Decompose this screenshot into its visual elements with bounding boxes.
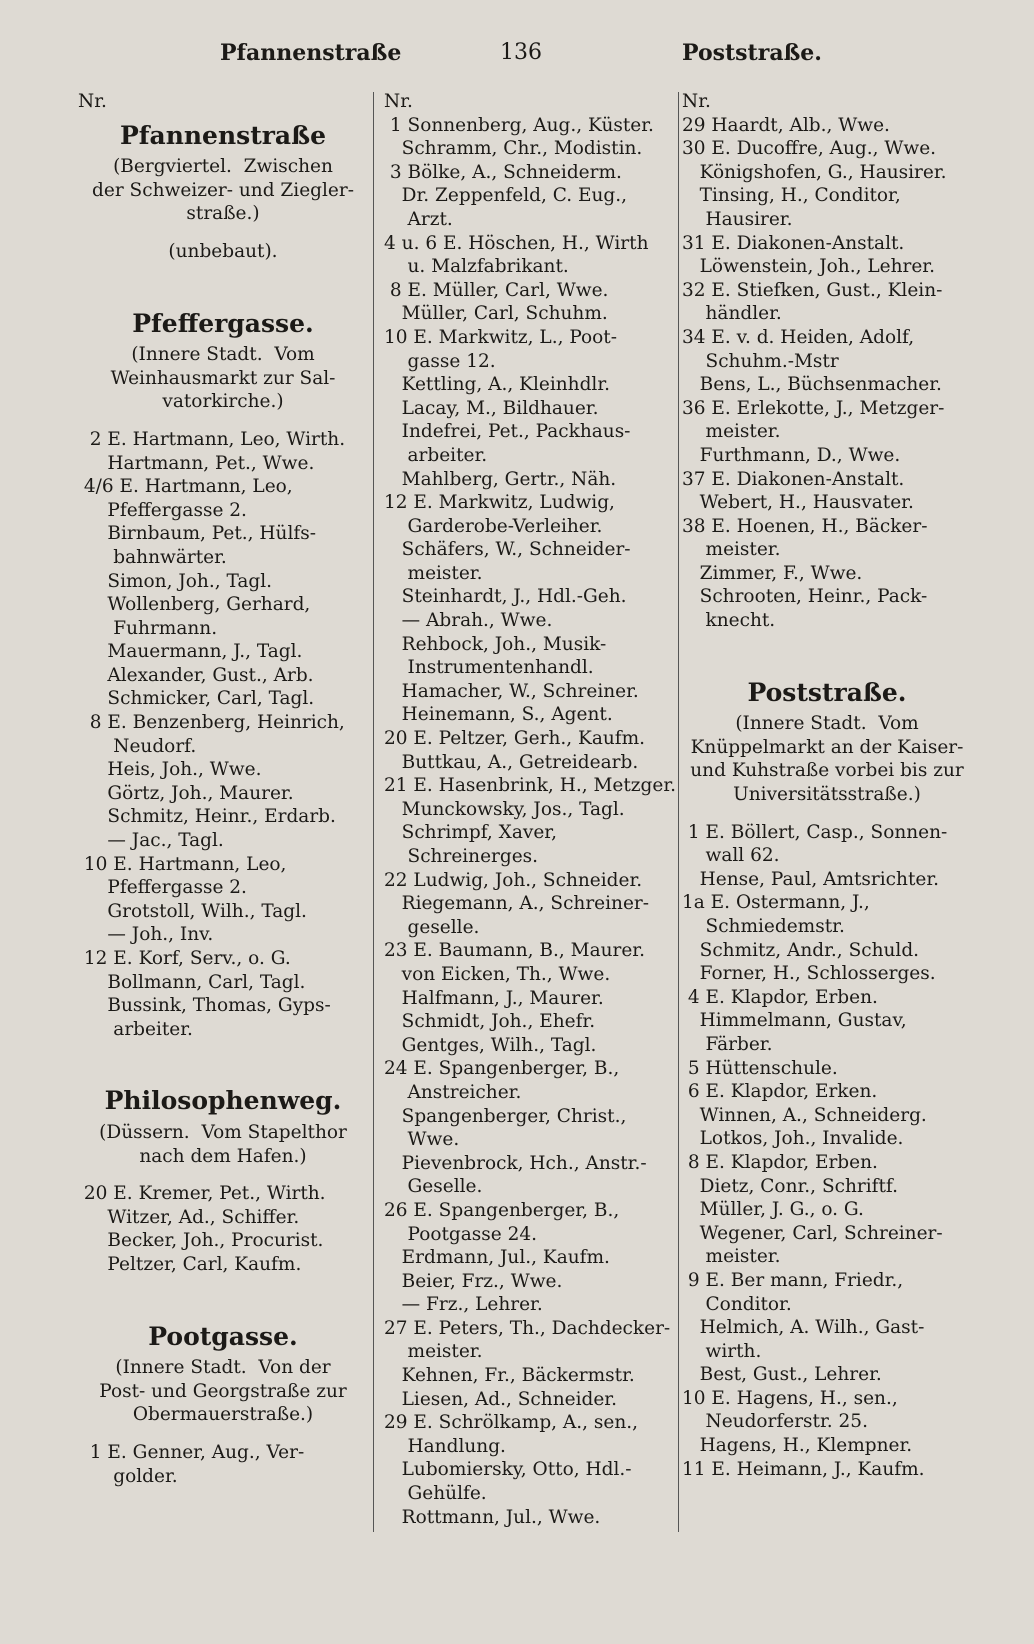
- nr-label: Nr.: [384, 91, 413, 112]
- section-title-pootgasse: Pootgasse.: [148, 1321, 298, 1351]
- column-left: [78, 90, 368, 1488]
- header-right-street: Poststraße.: [682, 40, 822, 66]
- column-divider: [373, 92, 374, 1532]
- entry-list: 1 E. Genner, Aug., Ver- golder.: [89, 1441, 305, 1487]
- page-number: 136: [500, 40, 542, 65]
- section-note: (Innere Stadt. Vom Knüppelmarkt an der Kaiser- und Kuhstraße vorbei bis zur Universitätsstraße.): [690, 713, 964, 806]
- header-left-street: Pfannenstraße: [220, 40, 402, 66]
- section-title-philosophenweg: Philosophenweg.: [104, 1086, 342, 1116]
- column-divider: [678, 92, 679, 1532]
- entry-list: 2 E. Hartmann, Leo, Wirth. Hartmann, Pet., Wwe. 4/6 E. Hartmann, Leo, Pfeffergasse 2. Birnbaum, Pet., Hülfs- bahnwärter. Simon, Joh., Tagl. Wollenberg, Gerhard, Fuhrmann. Mauermann, J., Tagl. Alexander, Gust., Arb. Schmicker, Carl, Tagl. 8 E. Benzenberg, Heinrich, Neudorf. Heis, Joh., Wwe. Görtz, Joh., Maurer. Schmitz, Heinr., Erdarb. — Jac., Tagl. 10 E. Hartmann, Leo, Pfeffergasse 2. Grotstoll, Wilh., Tagl. — Joh., Inv. 12 E. Korf, Serv., o. G. Bollmann, Carl, Tagl. Bussink, Thomas, Gyps- arbeiter.: [83, 428, 346, 1040]
- running-header: [0, 40, 1034, 80]
- column-right: [682, 90, 972, 1481]
- nr-label: Nr.: [682, 91, 711, 112]
- entry-list: 1 Sonnenberg, Aug., Küster. Schramm, Chr., Modistin. 3 Bölke, A., Schneiderm. Dr. Zeppenfeld, C. Eug., Arzt. 4 u. 6 E. Höschen, H., Wirth u. Malzfabrikant. 8 E. Müller, Carl, Wwe. Müller, Carl, Schuhm. 10 E. Markwitz, L., Poot- gasse 12. Kettling, A., Kleinhdlr. Lacay, M., Bildhauer. Indefrei, Pet., Packhaus- arbeiter. Mahlberg, Gertr., Näh. 12 E. Markwitz, Ludwig, Garderobe-Verleiher. Schäfers, W., Schneider- meister. Steinhardt, J., Hdl.-Geh. — Abrah., Wwe. Rehbock, Joh., Musik- Instrumentenhandl. Hamacher, W., Schreiner. Heinemann, S., Agent. 20 E. Peltzer, Gerh., Kaufm. Buttkau, A., Getreidearb. 21 E. Hasenbrink, H., Metzger. Munckowsky, Jos., Tagl. Schrimpf, Xaver, Schreinerges. 22 Ludwig, Joh., Schneider. Riegemann, A., Schreiner- geselle. 23 E. Baumann, B., Maurer. von Eicken, Th., Wwe. Halfmann, J., Maurer. Schmidt, Joh., Ehefr. Gentges, Wilh., Tagl. 24 E. Spangenberger, B., Anstreicher. Spangenberger, Christ., Wwe. Pievenbrock, Hch., Anstr.- Geselle. 26 E. Spangenberger, B., Pootgasse 24. Erdmann, Jul., Kaufm. Beier, Frz., Wwe. — Frz., Lehrer. 27 E. Peters, Th., Dachdecker- meister. Kehnen, Fr., Bäckermstr. Liesen, Ad., Schneider. 29 E. Schrölkamp, A., sen., Handlung. Lubomiersky, Otto, Hdl.- Gehülfe. Rottmann, Jul., Wwe.: [384, 114, 677, 1528]
- section-note-unbebaut: (unbebaut).: [168, 240, 278, 262]
- entry-list: 1 E. Böllert, Casp., Sonnen- wall 62. Hense, Paul, Amtsrichter. 1a E. Ostermann, J., Schmiedemstr. Schmitz, Andr., Schuld. Forner, H., Schlosserges. 4 E. Klapdor, Erben. Himmelmann, Gustav, Färber. 5 Hüttenschule. 6 E. Klapdor, Erken. Winnen, A., Schneiderg. Lotkos, Joh., Invalide. 8 E. Klapdor, Erben. Dietz, Conr., Schriftf. Müller, J. G., o. G. Wegener, Carl, Schreiner- meister. 9 E. Ber mann, Friedr., Conditor. Helmich, A. Wilh., Gast- wirth. Best, Gust., Lehrer. 10 E. Hagens, H., sen., Neudorferstr. 25. Hagens, H., Klempner. 11 E. Heimann, J., Kaufm.: [682, 821, 948, 1480]
- section-title-pfeffergasse: Pfeffergasse.: [132, 308, 314, 338]
- section-title-poststrasse: Poststraße.: [747, 677, 907, 707]
- entry-list: 29 Haardt, Alb., Wwe. 30 E. Ducoffre, Aug., Wwe. Königshofen, G., Hausirer. Tinsing, H., Conditor, Hausirer. 31 E. Diakonen-Anstalt. Löwenstein, Joh., Lehrer. 32 E. Stiefken, Gust., Klein- händler. 34 E. v. d. Heiden, Adolf, Schuhm.-Mstr Bens, L., Büchsenmacher. 36 E. Erlekotte, J., Metzger- meister. Furthmann, D., Wwe. 37 E. Diakonen-Anstalt. Webert, H., Hausvater. 38 E. Hoenen, H., Bäcker- meister. Zimmer, F., Wwe. Schrooten, Heinr., Pack- knecht.: [682, 114, 947, 632]
- column-middle: [384, 90, 677, 1529]
- section-title-pfannenstrasse: Pfannenstraße: [119, 120, 327, 150]
- section-note: (Düssern. Vom Stapelthor nach dem Hafen.): [99, 1121, 347, 1167]
- section-note: (Innere Stadt. Von der Post- und Georgstraße zur Obermauerstraße.): [99, 1357, 347, 1426]
- section-note: (Innere Stadt. Vom Weinhausmarkt zur Sal- vatorkirche.): [110, 344, 336, 413]
- nr-label: Nr.: [78, 91, 107, 112]
- section-note: (Bergviertel. Zwischen der Schweizer- und Ziegler- straße.): [92, 156, 354, 225]
- entry-list: 20 E. Kremer, Pet., Wirth. Witzer, Ad., Schiffer. Becker, Joh., Procurist. Peltzer, Carl, Kaufm.: [83, 1183, 326, 1275]
